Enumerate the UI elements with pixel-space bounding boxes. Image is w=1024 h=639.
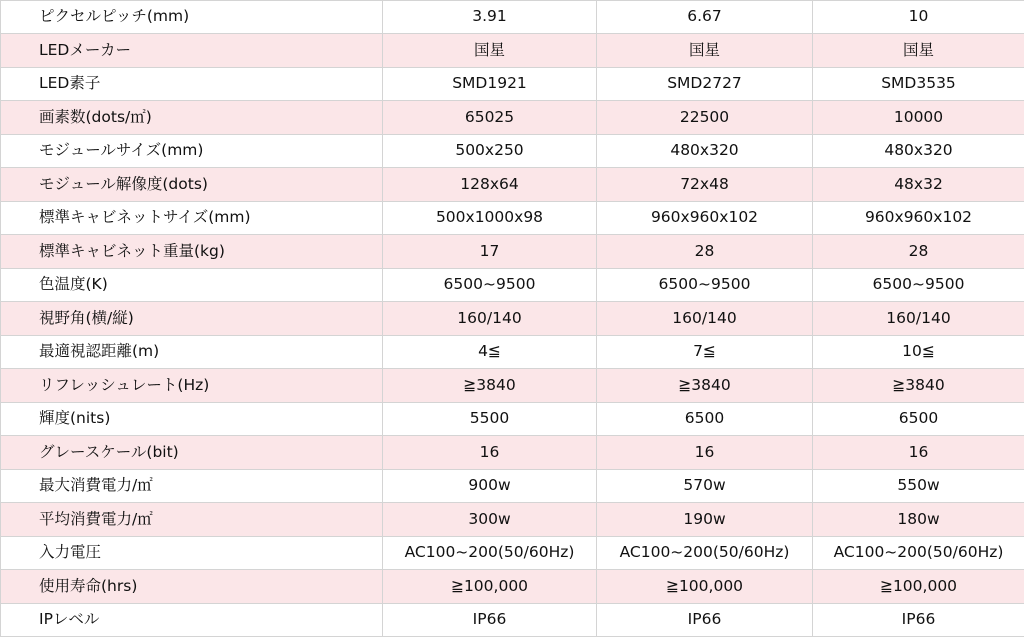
spec-value: ≧100,000 — [813, 570, 1024, 604]
spec-label: 平均消費電力/㎡ — [1, 503, 383, 537]
spec-value: 480x320 — [813, 134, 1024, 168]
spec-value: 180w — [813, 503, 1024, 537]
spec-row — [1, 369, 1024, 403]
spec-label: LED素子 — [1, 67, 383, 101]
spec-value: 5500 — [383, 402, 597, 436]
spec-value: 570w — [597, 469, 813, 503]
spec-row — [1, 603, 1024, 637]
spec-row — [1, 134, 1024, 168]
spec-label: 画素数(dots/㎡) — [1, 101, 383, 135]
spec-label: リフレッシュレート(Hz) — [1, 369, 383, 403]
spec-value: 300w — [383, 503, 597, 537]
spec-row — [1, 302, 1024, 336]
spec-value: 17 — [383, 235, 597, 269]
spec-value: 7≦ — [597, 335, 813, 369]
spec-value: IP66 — [813, 603, 1024, 637]
spec-value: 10000 — [813, 101, 1024, 135]
spec-value: 16 — [597, 436, 813, 470]
spec-label: 輝度(nits) — [1, 402, 383, 436]
spec-value: 500x1000x98 — [383, 201, 597, 235]
spec-value: 国星 — [597, 34, 813, 68]
spec-label: 使用寿命(hrs) — [1, 570, 383, 604]
spec-label: モジュールサイズ(mm) — [1, 134, 383, 168]
spec-value: 国星 — [383, 34, 597, 68]
spec-value: 3.91 — [383, 1, 597, 34]
spec-value: SMD3535 — [813, 67, 1024, 101]
spec-value: 128x64 — [383, 168, 597, 202]
spec-label: 最適視認距離(m) — [1, 335, 383, 369]
spec-row — [1, 34, 1024, 68]
spec-row — [1, 1, 1024, 34]
spec-label: LEDメーカー — [1, 34, 383, 68]
spec-value: 190w — [597, 503, 813, 537]
spec-value: 28 — [813, 235, 1024, 269]
spec-value: 900w — [383, 469, 597, 503]
spec-value: SMD2727 — [597, 67, 813, 101]
spec-value: 72x48 — [597, 168, 813, 202]
spec-value: 4≦ — [383, 335, 597, 369]
spec-value: 48x32 — [813, 168, 1024, 202]
spec-value: 500x250 — [383, 134, 597, 168]
spec-label: IPレベル — [1, 603, 383, 637]
spec-value: ≧100,000 — [383, 570, 597, 604]
spec-value: AC100~200(50/60Hz) — [813, 536, 1024, 570]
spec-value: 国星 — [813, 34, 1024, 68]
spec-value: 6500 — [813, 402, 1024, 436]
spec-value: SMD1921 — [383, 67, 597, 101]
spec-row — [1, 335, 1024, 369]
spec-value: IP66 — [597, 603, 813, 637]
spec-value: 6500~9500 — [813, 268, 1024, 302]
spec-label: グレースケール(bit) — [1, 436, 383, 470]
spec-label: モジュール解像度(dots) — [1, 168, 383, 202]
spec-value: 550w — [813, 469, 1024, 503]
spec-table-body — [1, 1, 1024, 637]
spec-value: 16 — [813, 436, 1024, 470]
spec-value: 6.67 — [597, 1, 813, 34]
spec-row — [1, 235, 1024, 269]
spec-label: 入力電圧 — [1, 536, 383, 570]
spec-row — [1, 201, 1024, 235]
spec-label: 標準キャビネットサイズ(mm) — [1, 201, 383, 235]
spec-row — [1, 168, 1024, 202]
spec-label: 最大消費電力/㎡ — [1, 469, 383, 503]
spec-label: ピクセルピッチ(mm) — [1, 1, 383, 34]
spec-label: 視野角(横/縦) — [1, 302, 383, 336]
spec-value: 160/140 — [383, 302, 597, 336]
spec-label: 色温度(K) — [1, 268, 383, 302]
spec-value: AC100~200(50/60Hz) — [383, 536, 597, 570]
spec-value: ≧3840 — [813, 369, 1024, 403]
spec-row — [1, 101, 1024, 135]
spec-row — [1, 436, 1024, 470]
spec-row — [1, 536, 1024, 570]
spec-value: 28 — [597, 235, 813, 269]
spec-value: 960x960x102 — [597, 201, 813, 235]
spec-value: 6500~9500 — [597, 268, 813, 302]
spec-value: ≧100,000 — [597, 570, 813, 604]
spec-label: 標準キャビネット重量(kg) — [1, 235, 383, 269]
spec-value: AC100~200(50/60Hz) — [597, 536, 813, 570]
spec-value: 6500 — [597, 402, 813, 436]
spec-value: IP66 — [383, 603, 597, 637]
spec-value: 10≦ — [813, 335, 1024, 369]
spec-value: 16 — [383, 436, 597, 470]
spec-row — [1, 402, 1024, 436]
spec-value: 960x960x102 — [813, 201, 1024, 235]
spec-row — [1, 570, 1024, 604]
spec-value: 65025 — [383, 101, 597, 135]
spec-row — [1, 268, 1024, 302]
spec-value: 160/140 — [813, 302, 1024, 336]
spec-value: 10 — [813, 1, 1024, 34]
spec-value: 480x320 — [597, 134, 813, 168]
spec-value: ≧3840 — [383, 369, 597, 403]
spec-row — [1, 503, 1024, 537]
spec-row — [1, 67, 1024, 101]
spec-value: 22500 — [597, 101, 813, 135]
spec-value: 6500~9500 — [383, 268, 597, 302]
spec-value: ≧3840 — [597, 369, 813, 403]
spec-row — [1, 469, 1024, 503]
spec-value: 160/140 — [597, 302, 813, 336]
